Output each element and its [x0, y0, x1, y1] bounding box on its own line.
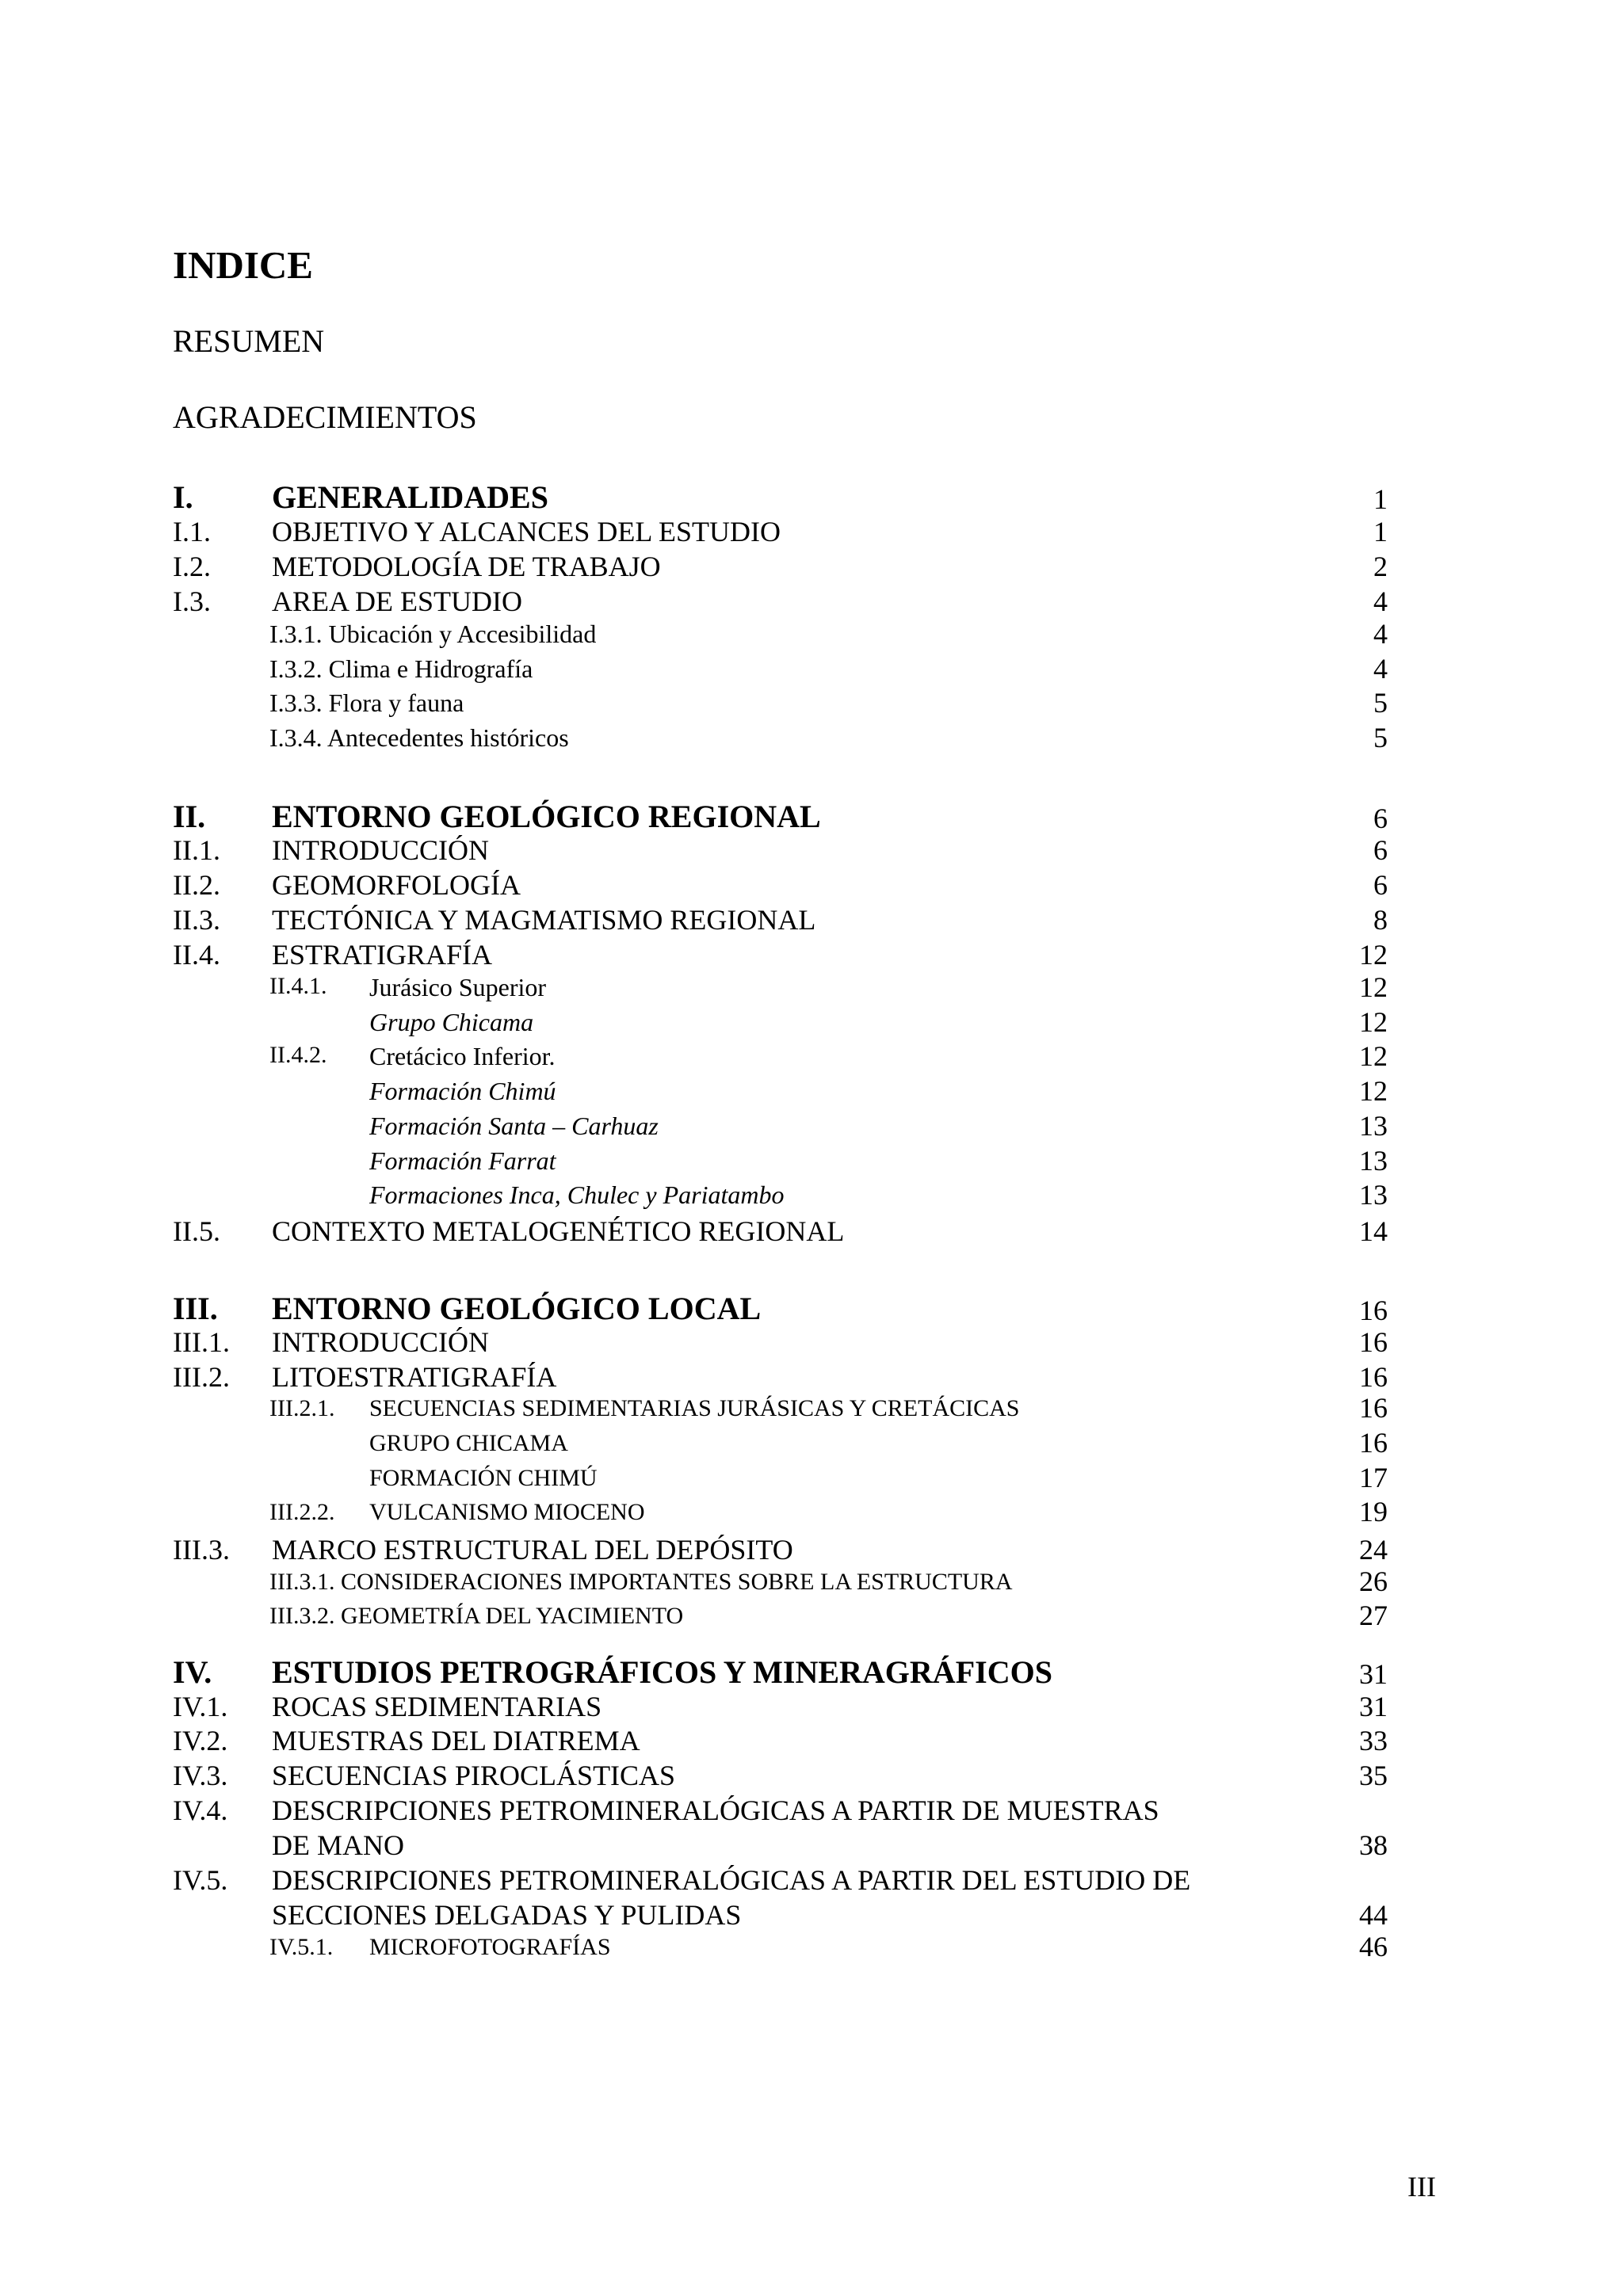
toc-entry-page: 14	[1359, 1215, 1388, 1247]
toc-entry	[0, 1006, 1623, 1044]
toc-entry-number: IV.5.	[173, 1864, 228, 1896]
toc-entry-page: 27	[1359, 1600, 1388, 1631]
toc-entry-page: 1	[1373, 516, 1388, 547]
toc-entry-title: ESTUDIOS PETROGRÁFICOS Y MINERAGRÁFICOS	[272, 1654, 1052, 1690]
toc-entry-page: 19	[1359, 1496, 1388, 1527]
toc-entry-page: 33	[1359, 1725, 1388, 1756]
toc-entry	[0, 1145, 1623, 1183]
toc-entry-title: TECTÓNICA Y MAGMATISMO REGIONAL	[272, 904, 816, 936]
toc-entry-title: INTRODUCCIÓN	[272, 1326, 489, 1358]
toc-entry-number: IV.4.	[173, 1794, 228, 1826]
toc-entry	[0, 1866, 1623, 1901]
toc-entry-title: ESTRATIGRAFÍA	[272, 939, 493, 971]
toc-entry-title: INTRODUCCIÓN	[272, 834, 489, 866]
toc-entry-title: GENERALIDADES	[272, 479, 548, 515]
toc-entry	[0, 1075, 1623, 1113]
toc-entry	[0, 1217, 1623, 1252]
toc-entry-title: Formación Chimú	[369, 1077, 556, 1105]
toc-entry-page: 8	[1373, 904, 1388, 936]
toc-entry-title: Jurásico Superior	[369, 973, 547, 1001]
toc-entry-title: GEOMORFOLOGÍA	[272, 869, 521, 901]
toc-entry-page: 4	[1373, 653, 1388, 685]
toc-entry-title: FORMACIÓN CHIMÚ	[369, 1465, 598, 1491]
toc-entry-page: 16	[1359, 1326, 1388, 1358]
toc-entry	[0, 587, 1623, 622]
toc-entry-page: 5	[1373, 722, 1388, 753]
toc-entry-number: II.4.2.	[269, 1042, 327, 1068]
toc-entry-page: 16	[1359, 1361, 1388, 1393]
toc-entry-title: Formación Farrat	[369, 1146, 556, 1175]
toc-entry-title: SECCIONES DELGADAS Y PULIDAS	[272, 1899, 742, 1931]
toc-entry-title: MICROFOTOGRAFÍAS	[369, 1934, 611, 1960]
toc-entry-number: IV.1.	[173, 1691, 228, 1722]
page-title: INDICE	[173, 243, 313, 287]
toc-entry-page: 12	[1359, 971, 1388, 1003]
toc-entry-number: II.1.	[173, 834, 220, 866]
toc-entry	[0, 940, 1623, 975]
toc-entry-page: 1	[1373, 483, 1388, 515]
toc-entry	[0, 1831, 1623, 1866]
toc-entry-page: 13	[1359, 1179, 1388, 1211]
toc-entry-number: I.1.	[173, 516, 211, 547]
toc-entry-title: DESCRIPCIONES PETROMINERALÓGICAS A PARTIR DE MUESTRAS	[272, 1794, 1159, 1826]
toc-entry-page: 12	[1359, 1006, 1388, 1038]
toc-entry-number: IV.2.	[173, 1725, 228, 1756]
toc-entry-page: 6	[1373, 803, 1388, 834]
toc-entry-title: ENTORNO GEOLÓGICO LOCAL	[272, 1291, 762, 1326]
toc-entry-title: DESCRIPCIONES PETROMINERALÓGICAS A PARTIR DEL ESTUDIO DE	[272, 1864, 1191, 1896]
toc-entry-page: 12	[1359, 1040, 1388, 1072]
toc-entry-title: Grupo Chicama	[369, 1008, 534, 1036]
toc-entry-number: I.2.	[173, 551, 211, 582]
toc-entry-title: I.3.1. Ubicación y Accesibilidad	[269, 620, 597, 648]
toc-entry	[0, 1600, 1623, 1639]
toc-entry-title: I.3.4. Antecedentes históricos	[269, 723, 569, 752]
toc-entry-title: MARCO ESTRUCTURAL DEL DEPÓSITO	[272, 1534, 793, 1566]
toc-entry-page: 38	[1359, 1829, 1388, 1861]
toc-entry	[0, 479, 1623, 517]
toc-entry-title: SECUENCIAS SEDIMENTARIAS JURÁSICAS Y CRETÁCICAS	[369, 1395, 1020, 1421]
toc-entry-title: LITOESTRATIGRAFÍA	[272, 1361, 557, 1393]
toc-entry-number: III.2.1.	[269, 1395, 335, 1421]
toc-entry-number: III.	[173, 1291, 218, 1326]
toc-entry-number: III.1.	[173, 1326, 230, 1358]
front-matter-agradecimientos: AGRADECIMIENTOS	[173, 399, 477, 435]
toc-entry	[0, 1110, 1623, 1148]
toc-entry-number: IV.5.1.	[269, 1934, 334, 1960]
toc-entry-title: MUESTRAS DEL DIATREMA	[272, 1725, 640, 1756]
toc-entry	[0, 1931, 1623, 1970]
toc-entry	[0, 687, 1623, 725]
toc-entry-number: I.	[173, 479, 193, 515]
toc-entry-title: Formación Santa – Carhuaz	[369, 1112, 659, 1140]
toc-entry	[0, 618, 1623, 656]
toc-entry-page: 16	[1359, 1295, 1388, 1326]
toc-entry	[0, 1692, 1623, 1727]
toc-entry-page: 35	[1359, 1760, 1388, 1791]
toc-entry-number: II.5.	[173, 1215, 220, 1247]
toc-entry	[0, 1179, 1623, 1217]
toc-entry-page: 13	[1359, 1145, 1388, 1177]
toc-entry-number: IV.	[173, 1654, 212, 1690]
toc-entry	[0, 1328, 1623, 1363]
toc-entry-page: 44	[1359, 1899, 1388, 1931]
page-number: III	[1407, 2171, 1436, 2203]
toc-entry-page: 46	[1359, 1931, 1388, 1962]
toc-entry	[0, 653, 1623, 691]
toc-entry-title: I.3.2. Clima e Hidrografía	[269, 654, 533, 683]
toc-entry-title: III.3.2. GEOMETRÍA DEL YACIMIENTO	[269, 1603, 684, 1629]
toc-entry-number: III.2.	[173, 1361, 230, 1393]
toc-entry-page: 12	[1359, 1075, 1388, 1107]
toc-entry	[0, 1726, 1623, 1761]
toc-entry	[0, 722, 1623, 760]
toc-entry	[0, 1496, 1623, 1535]
toc-entry-page: 13	[1359, 1110, 1388, 1142]
toc-entry-page: 2	[1373, 551, 1388, 582]
toc-entry-number: I.3.	[173, 585, 211, 617]
toc-entry-page: 16	[1359, 1392, 1388, 1424]
toc-entry-number: III.2.2.	[269, 1499, 335, 1525]
toc-entry-title: III.3.1. CONSIDERACIONES IMPORTANTES SOBRE LA ESTRUCTURA	[269, 1569, 1013, 1595]
toc-entry-title: OBJETIVO Y ALCANCES DEL ESTUDIO	[272, 516, 781, 547]
toc-entry-page: 6	[1373, 869, 1388, 901]
toc-entry-page: 31	[1359, 1658, 1388, 1690]
toc-entry-page: 12	[1359, 939, 1388, 971]
toc-entry-title: ENTORNO GEOLÓGICO REGIONAL	[272, 799, 821, 834]
toc-entry-page: 4	[1373, 585, 1388, 617]
toc-entry-number: III.3.	[173, 1534, 230, 1566]
toc-entry-number: II.4.1.	[269, 973, 327, 999]
toc-entry	[0, 871, 1623, 906]
toc-entry-title: I.3.3. Flora y fauna	[269, 688, 464, 717]
toc-entry-page: 5	[1373, 687, 1388, 719]
toc-entry-page: 24	[1359, 1534, 1388, 1566]
toc-entry	[0, 1040, 1623, 1078]
toc-entry-title: CONTEXTO METALOGENÉTICO REGIONAL	[272, 1215, 845, 1247]
toc-entry-page: 16	[1359, 1427, 1388, 1459]
toc-entry-title: Formaciones Inca, Chulec y Pariatambo	[369, 1180, 785, 1209]
toc-entry	[0, 906, 1623, 940]
toc-entry	[0, 836, 1623, 871]
toc-entry-number: II.2.	[173, 869, 220, 901]
toc-entry-title: DE MANO	[272, 1829, 404, 1861]
toc-entry	[0, 1293, 1623, 1328]
toc-entry-number: IV.3.	[173, 1760, 228, 1791]
toc-entry-page: 31	[1359, 1691, 1388, 1722]
toc-entry-page: 6	[1373, 834, 1388, 866]
toc-entry-number: II.	[173, 799, 206, 834]
toc-entry-title: ROCAS SEDIMENTARIAS	[272, 1691, 602, 1722]
toc-entry-title: AREA DE ESTUDIO	[272, 585, 522, 617]
toc-entry-page: 26	[1359, 1566, 1388, 1597]
toc-entry-page: 4	[1373, 618, 1388, 650]
toc-entry	[0, 517, 1623, 552]
front-matter-resumen: RESUMEN	[173, 323, 325, 359]
toc-entry-title: Cretácico Inferior.	[369, 1042, 556, 1070]
toc-entry-title: GRUPO CHICAMA	[369, 1430, 568, 1456]
toc-entry-title: SECUENCIAS PIROCLÁSTICAS	[272, 1760, 676, 1791]
toc-entry	[0, 971, 1623, 1009]
toc-entry	[0, 1761, 1623, 1796]
toc-entry-number: II.3.	[173, 904, 220, 936]
toc-entry	[0, 1654, 1623, 1691]
toc-entry-page: 17	[1359, 1462, 1388, 1493]
toc-entry-number: II.4.	[173, 939, 220, 971]
toc-entry-title: VULCANISMO MIOCENO	[369, 1499, 645, 1525]
toc-entry	[0, 552, 1623, 587]
toc-entry	[0, 1796, 1623, 1831]
toc-entry-title: METODOLOGÍA DE TRABAJO	[272, 551, 661, 582]
toc-entry	[0, 801, 1623, 836]
